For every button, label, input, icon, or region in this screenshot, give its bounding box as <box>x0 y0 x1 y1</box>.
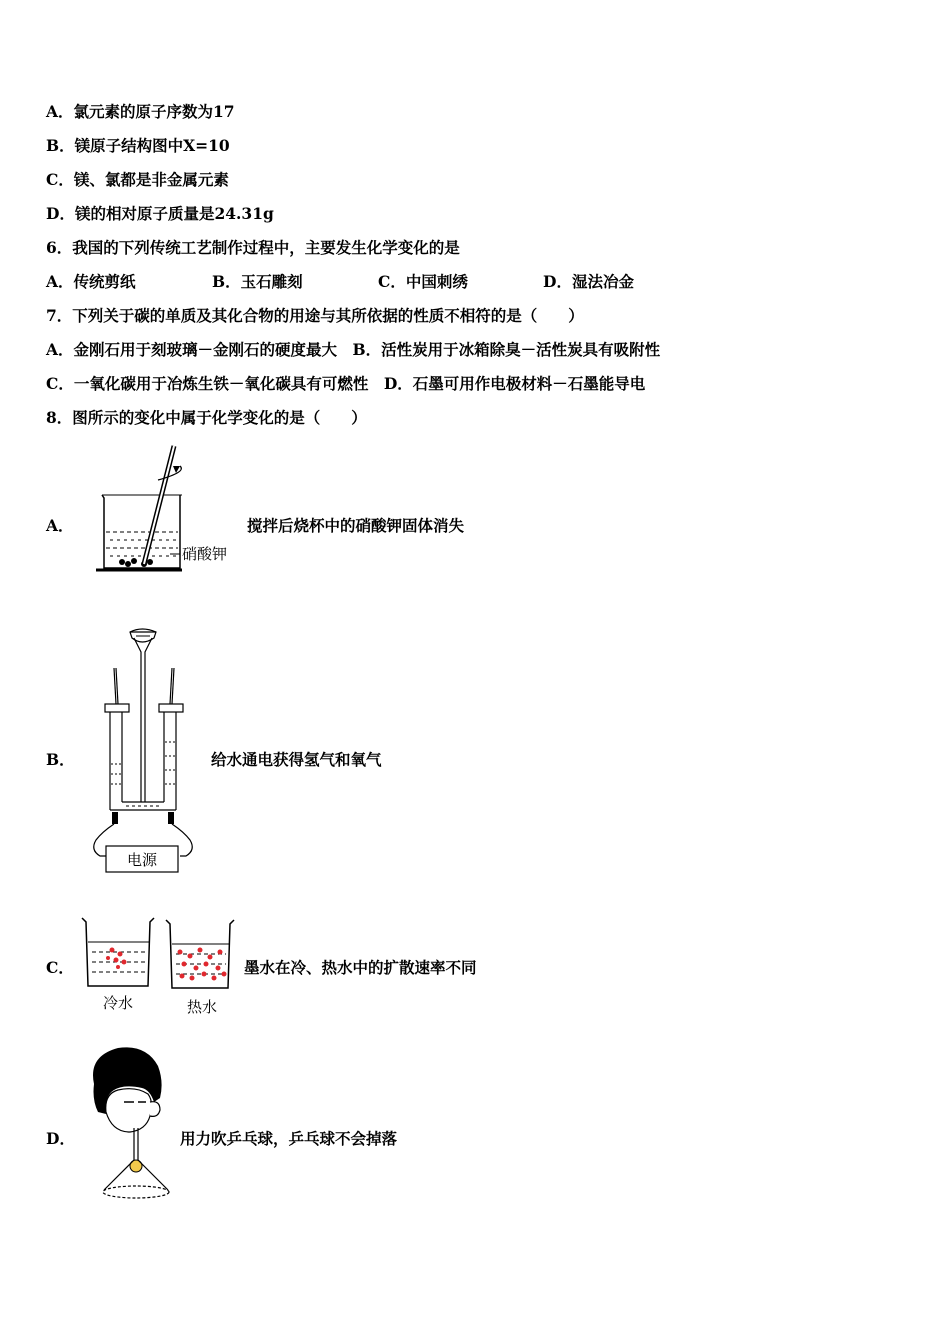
q7-options-line1: A．金刚石用于刻玻璃－金刚石的硬度最大 B．活性炭用于冰箱除臭－活性炭具有吸附性 <box>46 340 661 359</box>
q8-option-a-letter: A． <box>46 516 74 535</box>
q6-option-d: D．湿法冶金 <box>543 272 634 291</box>
beaker-stirring-figure <box>92 440 242 580</box>
q8-option-a-text: 搅拌后烧杯中的硝酸钾固体消失 <box>247 516 465 535</box>
ping-pong-funnel-figure <box>84 1042 174 1202</box>
electrolysis-apparatus-figure <box>86 624 206 880</box>
q8-stem: 8．图所示的变化中属于化学变化的是（ ） <box>46 408 367 427</box>
q7-stem: 7．下列关于碳的单质及其化合物的用途与其所依据的性质不相符的是（ ） <box>46 306 584 325</box>
q8-option-d-text: 用力吹乒乓球，乒乓球不会掉落 <box>180 1129 398 1148</box>
q8-option-b-text: 给水通电获得氢气和氧气 <box>211 750 382 769</box>
q6-option-a: A．传统剪纸 <box>46 272 136 291</box>
q8-option-d-letter: D． <box>46 1129 75 1148</box>
q6-stem: 6．我国的下列传统工艺制作过程中，主要发生化学变化的是 <box>46 238 460 257</box>
cold-water-label: 冷水 <box>102 994 134 1012</box>
q7-options-line2: C．一氧化碳用于冶炼生铁－氧化碳具有可燃性 D．石墨可用作电极材料－石墨能导电 <box>46 374 646 393</box>
q5-option-c: C．镁、氯都是非金属元素 <box>46 170 229 189</box>
q8-option-b-letter: B． <box>46 750 75 769</box>
q6-option-b: B．玉石雕刻 <box>212 272 303 291</box>
potassium-nitrate-label: 硝酸钾 <box>182 545 228 563</box>
hot-water-label: 热水 <box>186 998 218 1016</box>
q5-option-a: A．氯元素的原子序数为17 <box>46 102 235 121</box>
power-source-label: 电源 <box>126 851 158 869</box>
q8-option-c-letter: C． <box>46 958 74 977</box>
q5-option-d: D．镁的相对原子质量是24.31g <box>46 204 274 223</box>
q6-option-c: C．中国刺绣 <box>378 272 468 291</box>
q8-option-c-text: 墨水在冷、热水中的扩散速率不同 <box>244 958 477 977</box>
q5-option-b: B．镁原子结构图中X=10 <box>46 136 230 155</box>
ink-diffusion-figure <box>78 912 238 1022</box>
